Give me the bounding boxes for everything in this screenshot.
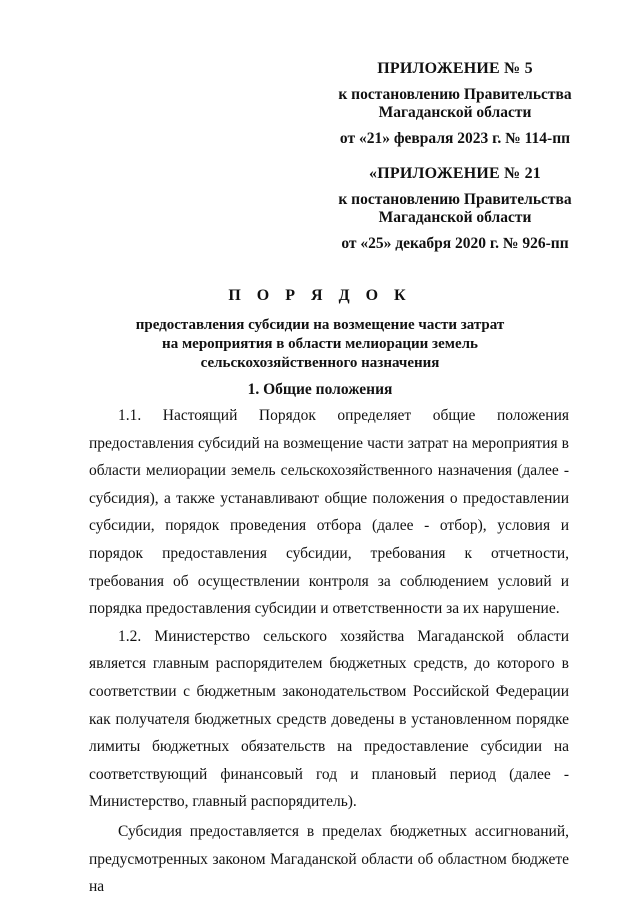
- appendix-21-line-2: Магаданской области: [378, 209, 532, 226]
- appendix-21-header: [320, 165, 590, 253]
- document-body: [89, 402, 569, 901]
- document-title: П О Р Я Д О К: [228, 287, 412, 304]
- appendix-21-title: «ПРИЛОЖЕНИЕ № 21: [369, 165, 541, 182]
- appendix-5-title: ПРИЛОЖЕНИЕ № 5: [377, 60, 533, 77]
- paragraph-1-1: 1.1. Настоящий Порядок определяет общие положения предоставления субсидий на возмещение части затрат на мероприятия в области мелиорации земель сельскохозяйственного назначения (далее - субсидия), а также устанавливают общие положения о предоставлении субсидии, порядок проведения отбора (далее - отбор), условия и порядок предоставления субсидии, требования к отчетности, требования об осуществлении контроля за соблюдением условий и порядка предоставления субсидии и ответственности за их нарушение.: [89, 407, 569, 618]
- subtitle-line-2: на мероприятия в области мелиорации земель: [162, 336, 478, 352]
- paragraph-1-2: 1.2. Министерство сельского хозяйства Магаданской области является главным распорядителем бюджетных средств, до которого в соответствии с бюджетным законодательством Российской Федерации как получателя бюджетных средств доведены в установленном порядке лимиты бюджетных обязательств на предоставление субсидии на соответствующий финансовый год и плановый период (далее - Министерство, главный распорядитель).: [89, 627, 569, 811]
- appendix-5-line-2: Магаданской области: [378, 104, 532, 121]
- paragraph-subsidy: Субсидия предоставляется в пределах бюджетных ассигнований, предусмотренных законом Магаданской области об областном бюджете на: [89, 822, 569, 896]
- appendix-5-line-1: к постановлению Правительства: [338, 86, 572, 103]
- section-heading: 1. Общие положения: [247, 381, 393, 398]
- document-subtitle: [100, 316, 540, 373]
- subtitle-line-3: сельскохозяйственного назначения: [200, 355, 440, 371]
- appendix-21-date-line: от «25» декабря 2020 г. № 926-пп: [341, 235, 569, 252]
- appendix-5-header: [320, 60, 590, 148]
- subtitle-line-1: предоставления субсидии на возмещение части затрат: [135, 317, 505, 333]
- appendix-5-date-line: от «21» февраля 2023 г. № 114-пп: [339, 130, 571, 147]
- appendix-21-line-1: к постановлению Правительства: [338, 191, 572, 208]
